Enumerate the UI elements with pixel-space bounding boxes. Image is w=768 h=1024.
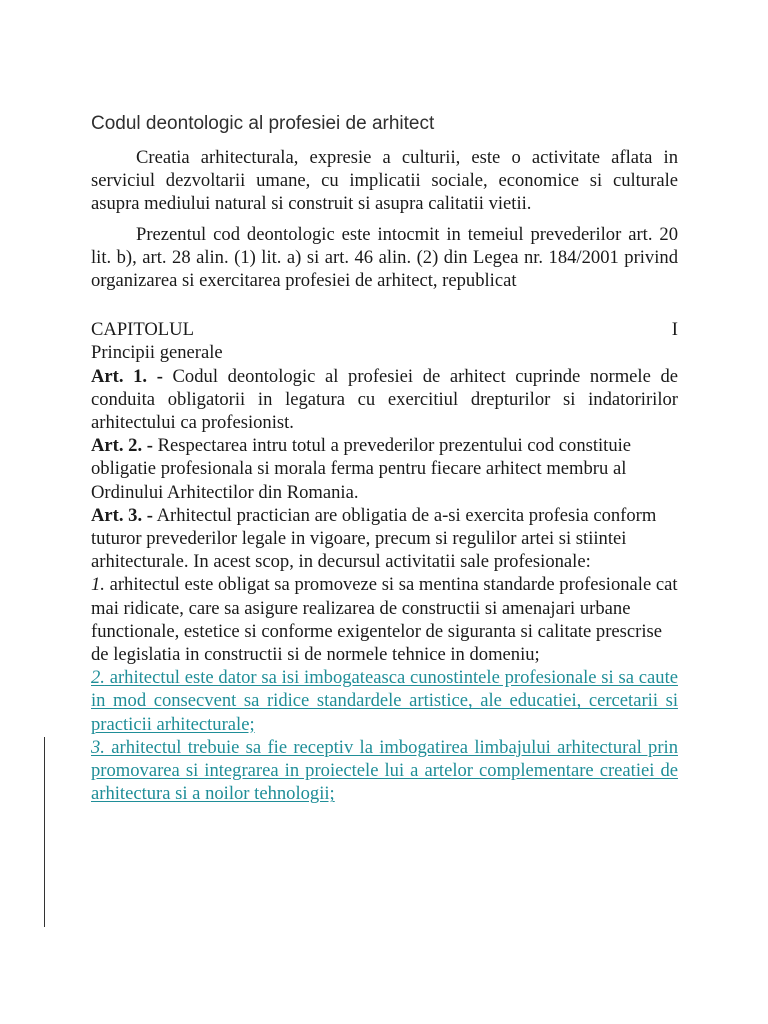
article-2	[91, 434, 678, 504]
article-2-text: Respectarea intru totul a prevederilor prezentului cod constituie obligatie profesionala si morala ferma pentru fiecare arhitect membru al Ordinului Arhitectilor din Romania.	[91, 435, 632, 503]
article-3-text: Arhitectul practician are obligatia de a-si exercita profesia conform tuturor prevederilor legale in vigoare, precum si regulilor artei si stiintei arhitecturale. In acest scop, in decursul activitatii sale profesionale:	[91, 504, 657, 573]
article-1-label: Art. 1. -	[91, 365, 163, 387]
list-item-3-text: arhitectul trebuie sa fie receptiv la imbogatirea limbajului arhitectural prin promovarea si integrarea in proiectele lui a artelor complementare creatiei de arhitectura si a noilor tehnologii;	[91, 736, 678, 805]
intro-paragraph-2: Prezentul cod deontologic este intocmit in temeiul prevederilor art. 20 lit. b), art. 28 alin. (1) lit. a) si art. 46 alin. (2) din Legea nr. 184/2001 privind organizarea si exercitarea profesiei de arhitect, republicat	[91, 223, 678, 292]
list-item-3-tracked-insertion	[91, 736, 678, 806]
list-item-1-number: 1.	[91, 574, 105, 596]
article-2-label: Art. 2. -	[91, 435, 153, 457]
article-3-label: Art. 3. -	[91, 504, 153, 526]
document-body	[91, 146, 678, 805]
chapter-title: Principii generale	[91, 342, 223, 364]
list-item-2-text: arhitectul este dator sa isi imbogateasca cunostintele profesionale si sa caute in mod consecvent sa ridice standardele artistice, ale educatiei, cercetarii si practicii arhitecturale;	[91, 667, 678, 735]
list-item-1-text: arhitectul este obligat sa promoveze si sa mentina standarde profesionale cat mai ridicate, care sa asigure realizarea de constructii si amenajari urbane functionale, estetice si conforme exigentelor de siguranta si calitate prescrise de legislatia in constructii si de normele tehnice in domeniu;	[91, 574, 678, 666]
list-item-2-number: 2.	[91, 667, 105, 689]
document-title: Codul deontologic al profesiei de arhitect	[91, 113, 435, 134]
chapter-number: I	[671, 319, 678, 341]
revision-change-bar	[44, 737, 45, 927]
list-item-1	[91, 573, 678, 666]
article-1-text: Codul deontologic al profesiei de arhitect cuprinde normele de conduita obligatorii in legatura cu exercitiul drepturilor si indatoririlor arhitectului ca profesionist.	[91, 365, 678, 434]
list-item-3-number: 3.	[91, 736, 105, 758]
article-1	[91, 365, 678, 435]
chapter-heading-row	[91, 318, 678, 341]
article-3	[91, 504, 678, 574]
list-item-2-tracked-insertion	[91, 666, 678, 736]
intro-paragraph-1: Creatia arhitecturala, expresie a culturii, este o activitate aflata in serviciul dezvoltarii umane, cu implicatii sociale, economice si culturale asupra mediului natural si construit si asupra calitatii vietii.	[91, 147, 678, 215]
chapter-label: CAPITOLUL	[91, 319, 194, 341]
